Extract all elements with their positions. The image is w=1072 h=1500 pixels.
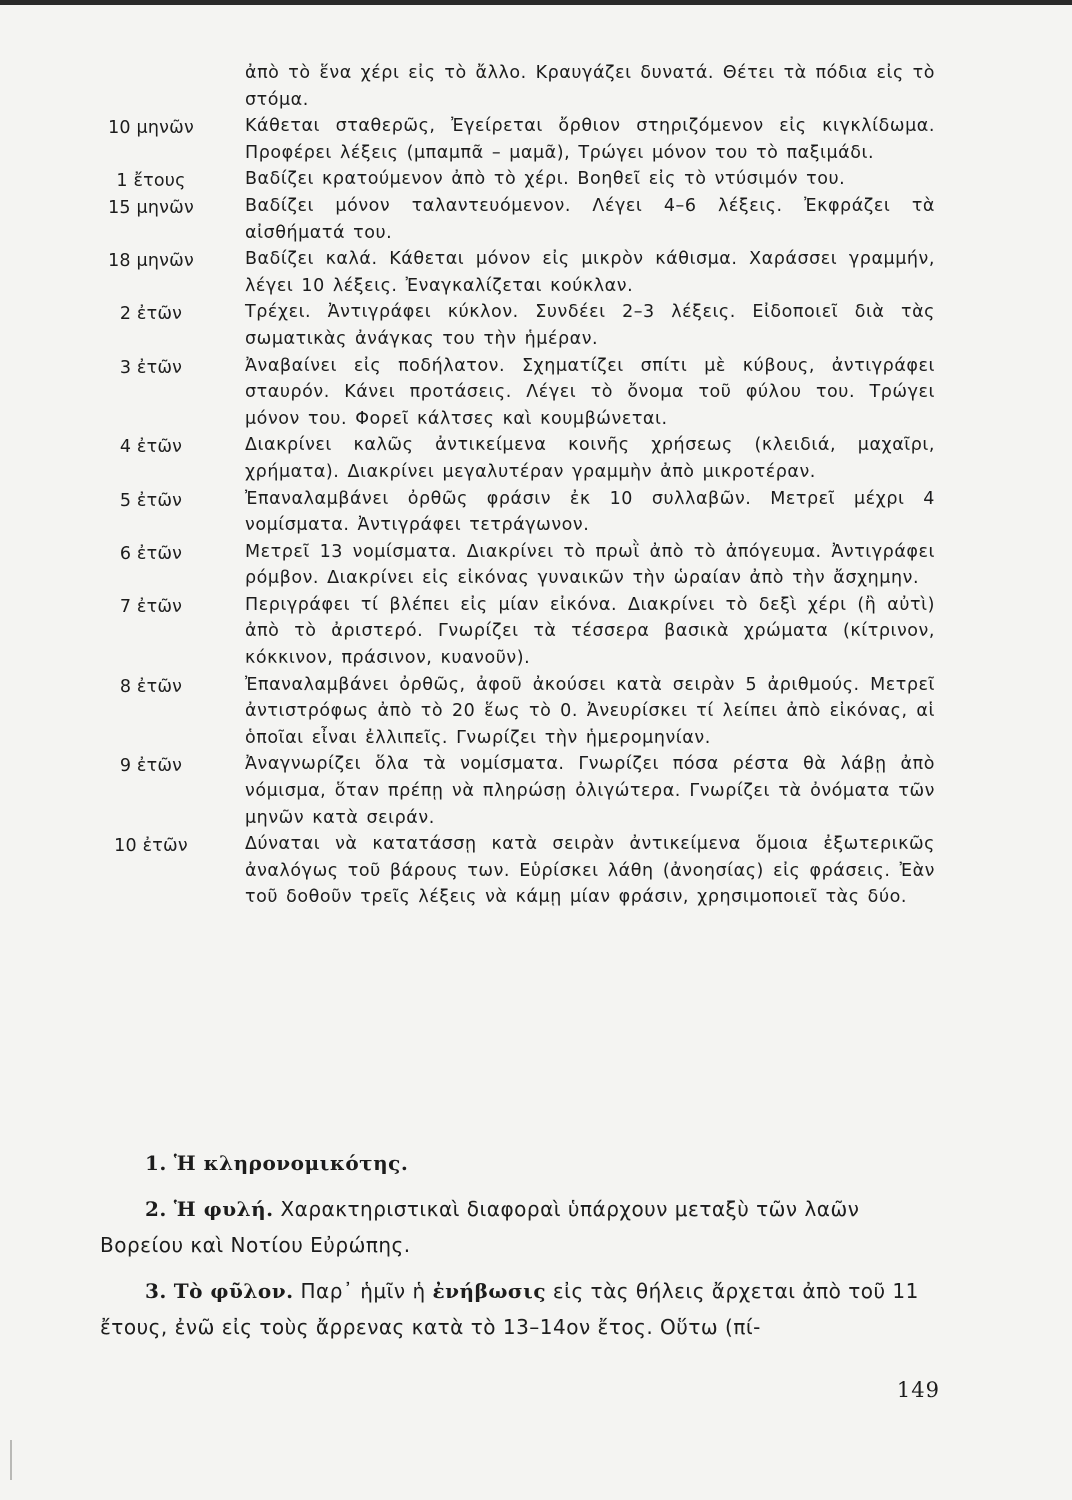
milestone-row [0, 113, 1072, 166]
milestone-age: 6 ἐτῶν [119, 543, 183, 564]
section-number: 1. [145, 1151, 167, 1175]
milestone-age: 15 μηνῶν [108, 197, 194, 218]
margin-mark [10, 1440, 12, 1480]
milestone-description: Βαδίζει μόνον ταλαντευόμενον. Λέγει 4–6 λέξεις. Ἐκφράζει τὰ αἰσθήματά του. [245, 195, 935, 243]
section-heading: Τὸ φῦλον. [173, 1279, 294, 1303]
milestone-row [0, 831, 1072, 911]
section-heredity [100, 1145, 940, 1181]
milestone-age: 8 ἐτῶν [119, 676, 183, 697]
milestone-row [0, 592, 1072, 672]
milestone-row [0, 353, 1072, 433]
milestone-age: 4 ἐτῶν [119, 437, 183, 458]
milestone-age: 10 μηνῶν [108, 118, 194, 139]
section-number: 3. [145, 1279, 167, 1303]
milestone-age: 9 ἐτῶν [119, 756, 183, 777]
section-race [100, 1191, 940, 1263]
milestone-row [0, 539, 1072, 592]
milestone-row [0, 672, 1072, 752]
milestone-description: Ἐπαναλαμβάνει ὀρθῶς φράσιν ἐκ 10 συλλαβῶν. Μετρεῖ μέχρι 4 νομίσματα. Ἀντιγράφει τετράγωνον. [245, 488, 935, 536]
milestone-row [0, 751, 1072, 831]
milestone-age: 3 ἐτῶν [119, 357, 183, 378]
section-line [100, 1145, 940, 1181]
developmental-milestones-list [0, 60, 1072, 911]
milestone-row [0, 166, 1072, 193]
milestone-row [0, 299, 1072, 352]
milestone-description: Κάθεται σταθερῶς, Ἐγείρεται ὄρθιον στηριζόμενον εἰς κιγκλίδωμα. Προφέρει λέξεις (μπαμπᾶ – μαμᾶ), Τρώγει μόνον του τὸ παξιμάδι. [245, 116, 935, 163]
milestone-row [0, 486, 1072, 539]
section-line [100, 1273, 940, 1345]
milestone-description: Βαδίζει καλά. Κάθεται μόνον εἰς μικρὸν κάθισμα. Χαράσσει γραμμήν, λέγει 10 λέξεις. Ἐναγκαλίζεται κούκλαν. [245, 249, 935, 296]
section-text: Χαρακτηριστικαὶ διαφοραὶ ὑπάρχουν μεταξὺ τῶν λαῶν Βορείου καὶ Νοτίου Εὐρώπης. [100, 1197, 860, 1257]
factors-sections [100, 1145, 940, 1355]
milestone-row [0, 193, 1072, 246]
section-text: Παρ᾿ ἡμῖν ἡ [293, 1279, 433, 1303]
milestone-age: 10 ἐτῶν [114, 836, 188, 857]
milestone-age: 7 ἐτῶν [119, 596, 183, 617]
milestone-description: Ἀναγνωρίζει ὅλα τὰ νομίσματα. Γνωρίζει πόσα ρέστα θὰ λάβῃ ἀπὸ νόμισμα, ὅταν πρέπῃ νὰ πληρώσῃ ὀλιγώτερα. Γνωρίζει τὰ ὀνόματα τῶν μηνῶν κατὰ σειράν. [245, 754, 935, 828]
milestone-description: Βαδίζει κρατούμενον ἀπὸ τὸ χέρι. Βοηθεῖ εἰς τὸ ντύσιμόν του. [245, 169, 846, 190]
milestone-row [0, 432, 1072, 485]
section-number: 2. [145, 1197, 167, 1221]
milestone-description: Περιγράφει τί βλέπει εἰς μίαν εἰκόνα. Διακρίνει τὸ δεξὶ χέρι (ἢ αὐτὶ) ἀπὸ τὸ ἀριστερό. Γνωρίζει τὰ τέσσερα βασικὰ χρώματα (κίτρινον, κόκκινον, πράσινον, κυανοῦν). [245, 594, 935, 669]
milestone-age: 18 μηνῶν [108, 251, 194, 272]
milestone-description: ἀπὸ τὸ ἕνα χέρι εἰς τὸ ἄλλο. Κραυγάζει δυνατά. Θέτει τὰ πόδια εἰς τὸ στόμα. [245, 63, 935, 110]
milestone-age: 1 ἔτους [116, 171, 186, 192]
milestone-description: Μετρεῖ 13 νομίσματα. Διακρίνει τὸ πρωῒ ἀπὸ τὸ ἀπόγευμα. Ἀντιγράφει ρόμβον. Διακρίνει εἰς εἰκόνας γυναικῶν τὴν ὡραίαν ἀπὸ τὴν ἄσχημην. [245, 541, 935, 589]
milestone-row [0, 60, 1072, 113]
milestone-row [0, 246, 1072, 299]
milestone-description: Ἐπαναλαμβάνει ὀρθῶς, ἀφοῦ ἀκούσει κατὰ σειρὰν 5 ἀριθμούς. Μετρεῖ ἀντιστρόφως ἀπὸ τὸ 20 ἕως τὸ 0. Ἀνευρίσκει τί λείπει ἀπὸ εἰκόνας, αἱ ὁποῖαι εἶναι ἐλλιπεῖς. Γνωρίζει τὴν ἡμερομηνίαν. [245, 674, 935, 748]
bold-term: ἐνήβωσις [432, 1279, 547, 1303]
milestone-description: Ἀναβαίνει εἰς ποδήλατον. Σχηματίζει σπίτι μὲ κύβους, ἀντιγράφει σταυρόν. Κάνει προτάσεις. Λέγει τὸ ὄνομα τοῦ φύλου του. Τρώγει μόνον του. Φορεῖ κάλτσες καὶ κουμβώνεται. [245, 355, 935, 429]
milestone-description: Διακρίνει καλῶς ἀντικείμενα κοινῆς χρήσεως (κλειδιά, μαχαῖρι, χρήματα). Διακρίνει μεγαλυτέραν γραμμὴν ἀπὸ μικροτέραν. [245, 435, 935, 482]
page-top-edge [0, 0, 1072, 5]
section-heading: Ἡ φυλή. [173, 1197, 274, 1221]
section-heading: Ἡ κληρονομικότης. [173, 1151, 409, 1175]
milestone-age: 5 ἐτῶν [119, 490, 183, 511]
page-number: 149 [896, 1378, 940, 1402]
milestone-description: Τρέχει. Ἀντιγράφει κύκλον. Συνδέει 2–3 λέξεις. Εἰδοποιεῖ διὰ τὰς σωματικὰς ἀνάγκας του τὴν ἡμέραν. [245, 302, 935, 349]
milestone-age: 2 ἐτῶν [119, 304, 183, 325]
section-text: εἰς τὰς θήλεις ἄρχεται ἀπὸ τοῦ 11 ἔτους, ἐνῶ εἰς τοὺς ἄρρενας κατὰ τὸ 13–14ον ἔτος. Οὕτω (πί- [100, 1279, 919, 1339]
section-sex [100, 1273, 940, 1345]
section-line [100, 1191, 940, 1263]
milestone-description: Δύναται νὰ κατατάσσῃ κατὰ σειρὰν ἀντικείμενα ὅμοια ἐξωτερικῶς ἀναλόγως τοῦ βάρους των. Εὑρίσκει λάθη (ἀνοησίας) εἰς φράσεις. Ἐὰν τοῦ δοθοῦν τρεῖς λέξεις νὰ κάμῃ μίαν φράσιν, χρησιμοποιεῖ τὰς δύο. [245, 834, 935, 908]
